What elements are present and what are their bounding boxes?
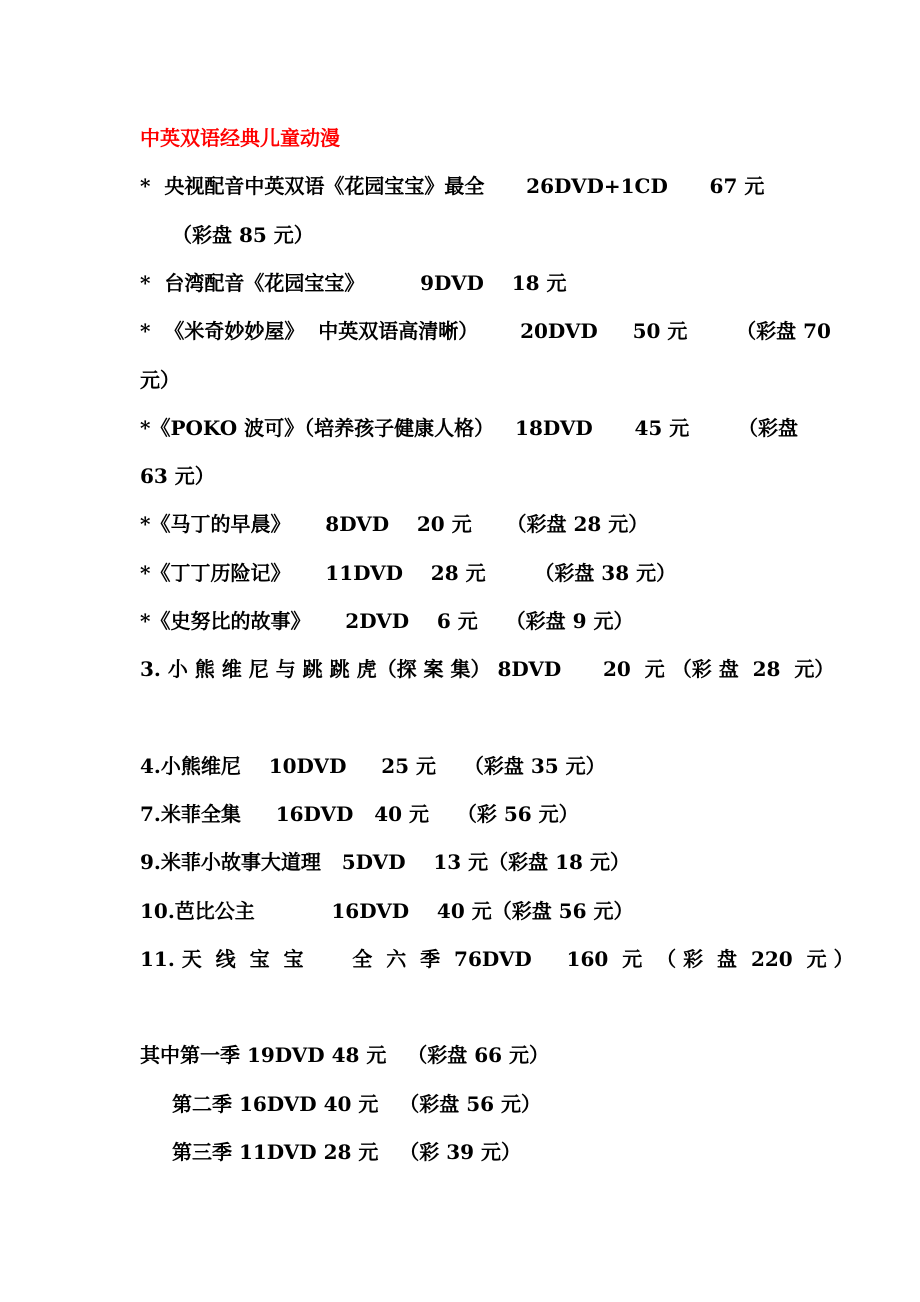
season-line-3: 第三季 11DVD 28 元 （彩 39 元）	[172, 1140, 522, 1164]
item-line-7: *《史努比的故事》 2DVD 6 元 （彩盘 9 元）	[140, 609, 634, 633]
item-line-5: *《马丁的早晨》 8DVD 20 元 （彩盘 28 元）	[140, 512, 649, 536]
item-line-9: 4.小熊维尼 10DVD 25 元 （彩盘 35 元）	[140, 754, 606, 778]
item-line-6: *《丁丁历险记》 11DVD 28 元 （彩盘 38 元）	[140, 561, 677, 585]
item-line-12: 10.芭比公主 16DVD 40 元（彩盘 56 元）	[140, 899, 634, 923]
item-line-1: * 央视配音中英双语《花园宝宝》最全 26DVD+1CD 67 元	[140, 174, 765, 198]
item-line-13: 11. 天 线 宝 宝 全 六 季 76DVD 160 元 （ 彩 盘 220 元 ）	[140, 947, 854, 971]
item-line-4-cont: 63 元）	[140, 464, 215, 488]
item-line-1-cont: （彩盘 85 元）	[172, 223, 314, 247]
item-line-8: 3. 小 熊 维 尼 与 跳 跳 虎（探 案 集） 8DVD 20 元 （彩 盘 28 元）	[140, 657, 835, 681]
item-line-11: 9.米菲小故事大道理 5DVD 13 元（彩盘 18 元）	[140, 850, 630, 874]
item-line-3-cont: 元）	[140, 368, 180, 392]
document-title: 中英双语经典儿童动漫	[140, 126, 340, 150]
item-line-3: * 《米奇妙妙屋》 中英双语高清晰） 20DVD 50 元 （彩盘 70	[140, 319, 831, 343]
item-line-4: *《POKO 波可》（培养孩子健康人格） 18DVD 45 元 （彩盘	[140, 416, 799, 440]
item-line-2: * 台湾配音《花园宝宝》 9DVD 18 元	[140, 271, 567, 295]
season-line-1: 其中第一季 19DVD 48 元 （彩盘 66 元）	[140, 1043, 550, 1067]
item-line-10: 7.米菲全集 16DVD 40 元 （彩 56 元）	[140, 802, 579, 826]
season-line-2: 第二季 16DVD 40 元 （彩盘 56 元）	[172, 1092, 542, 1116]
